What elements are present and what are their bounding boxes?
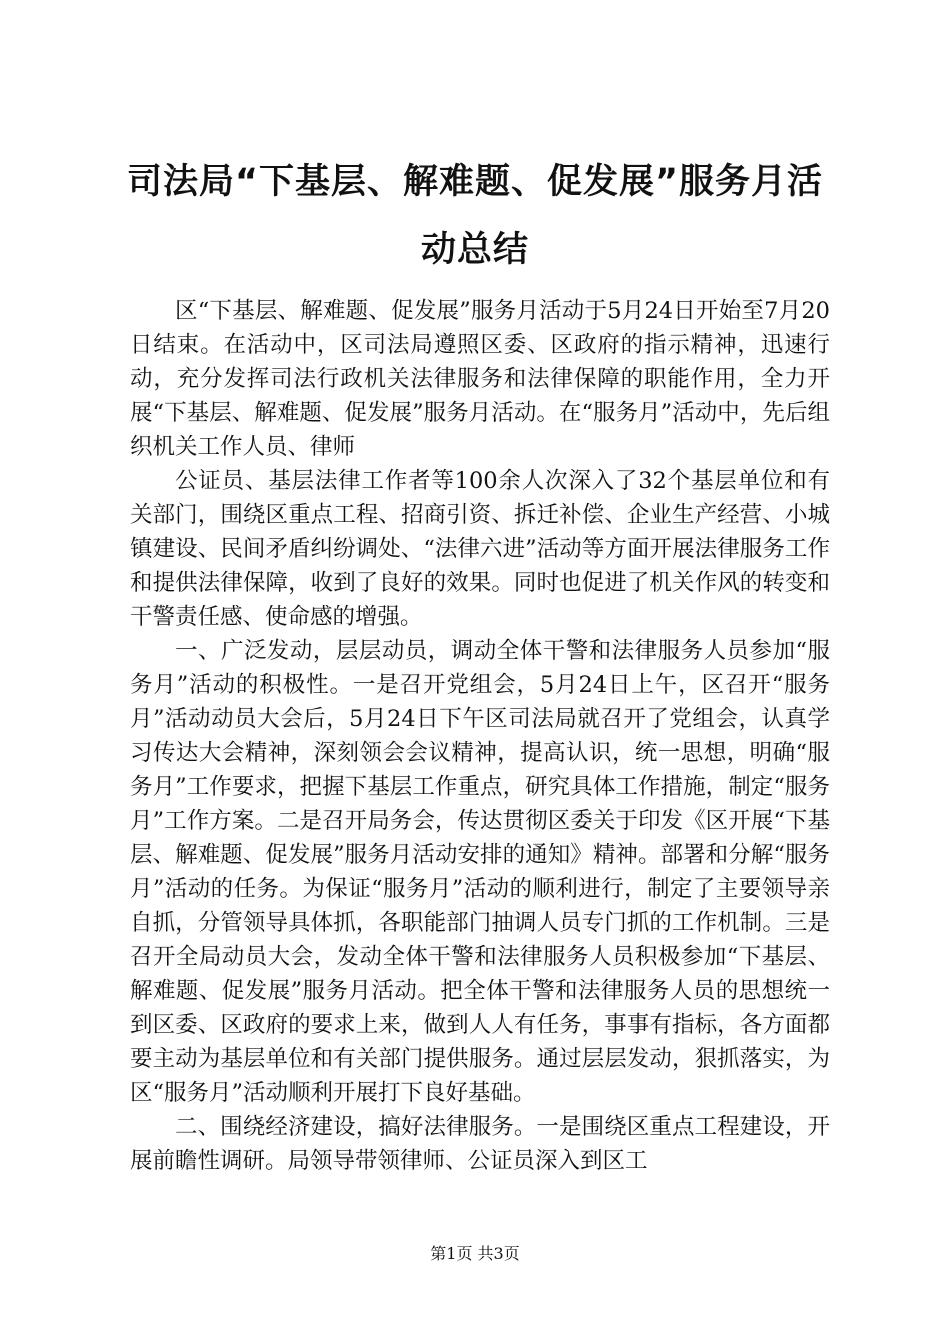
- page-number: 第1页 共3页: [430, 1244, 520, 1263]
- page-footer: [0, 1242, 950, 1266]
- page-title: [0, 148, 950, 284]
- paragraph-2: 公证员、基层法律工作者等100余人次深入了32个基层单位和有关部门，围绕区重点工程、招商引资、拆迁补偿、企业生产经营、小城镇建设、民间矛盾纠纷调处、“法律六进”活动等方面开展法律服务工作和提供法律保障，收到了良好的效果。同时也促进了机关作风的转变和干警责任感、使命感的增强。: [130, 468, 830, 630]
- document-body: [130, 294, 830, 1178]
- paragraph-3: 一、广泛发动，层层动员，调动全体干警和法律服务人员参加“服务月”活动的积极性。一是召开党组会，5月24日上午，区召开“服务月”活动动员大会后，5月24日下午区司法局就召开了党组会，认真学习传达大会精神，深刻领会会议精神，提高认识，统一思想，明确“服务月”工作要求，把握下基层工作重点，研究具体工作措施，制定“服务月”工作方案。二是召开局务会，传达贯彻区委关于印发《区开展“下基层、解难题、促发展”服务月活动安排的通知》精神。部署和分解“服务月”活动的任务。为保证“服务月”活动的顺利进行，制定了主要领导亲自抓，分管领导具体抓，各职能部门抽调人员专门抓的工作机制。三是召开全局动员大会，发动全体干警和法律服务人员积极参加“下基层、解难题、促发展”服务月活动。把全体干警和法律服务人员的思想统一到区委、区政府的要求上来，做到人人有任务，事事有指标，各方面都要主动为基层单位和有关部门提供服务。通过层层发动，狠抓落实，为区“服务月”活动顺利开展打下良好基础。: [130, 638, 830, 1106]
- title-line-2: 动总结: [420, 230, 529, 270]
- paragraph-1: 区“下基层、解难题、促发展”服务月活动于5月24日开始至7月20日结束。在活动中，区司法局遵照区委、区政府的指示精神，迅速行动，充分发挥司法行政机关法律服务和法律保障的职能作用，全力开展“下基层、解难题、促发展”服务月活动。在“服务月”活动中，先后组织机关工作人员、律师: [130, 298, 830, 460]
- title-block: [0, 148, 950, 284]
- title-line-1: 司法局“下基层、解难题、促发展”服务月活: [126, 162, 823, 202]
- paragraph-4: 二、围绕经济建设，搞好法律服务。一是围绕区重点工程建设，开展前瞻性调研。局领导带领律师、公证员深入到区工: [130, 1114, 830, 1174]
